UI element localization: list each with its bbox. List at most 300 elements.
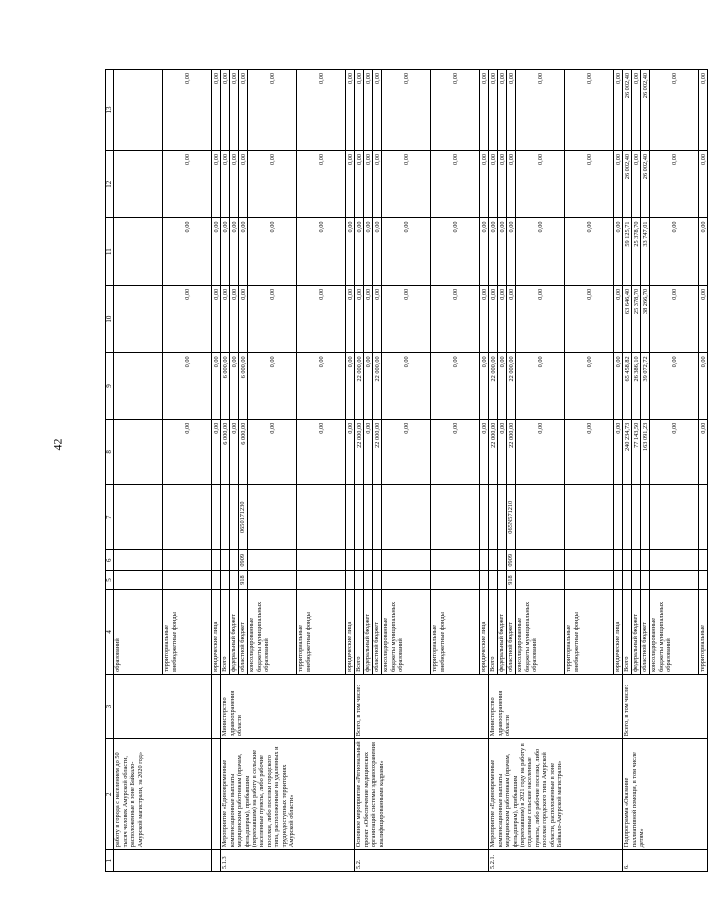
- value-cell: 0,00: [221, 151, 230, 218]
- value-cell: 0,00: [650, 70, 699, 151]
- value-cell: 0,00: [565, 70, 614, 151]
- value-cell: 0,00: [489, 70, 498, 151]
- row-number: [212, 850, 221, 872]
- value-cell: 22 000,00: [373, 419, 382, 484]
- value-cell: [114, 353, 163, 419]
- code-cell: [221, 550, 230, 571]
- table-row: [489, 70, 498, 872]
- measure-name: Мероприятие «Единовременные компенсационные выплаты медицинским работникам (врачам, фельдшерам), прибывшим (переехавшим) в 2021 году на работу в отдаленные сельские населенные пункты, либо рабочие поселки, либо поселки городского типа Амурской области, расположенные в зоне Байкало-Амурской магистрали»: [489, 739, 623, 850]
- value-cell: 0,00: [248, 285, 297, 352]
- value-cell: 0,00: [489, 151, 498, 218]
- code-cell: [364, 485, 373, 550]
- value-cell: 0,00: [507, 218, 516, 285]
- value-cell: 22 000,00: [489, 419, 498, 484]
- value-cell: 22 000,00: [355, 353, 364, 419]
- value-cell: 0,00: [364, 419, 373, 484]
- code-cell: [248, 485, 297, 550]
- value-cell: 33 747,01: [641, 218, 650, 285]
- value-cell: 77 143,50: [632, 419, 641, 484]
- source-label: Всего: [355, 589, 364, 674]
- source-label: федеральный бюджет: [364, 589, 373, 674]
- value-cell: 0,00: [373, 70, 382, 151]
- column-header: 12: [106, 151, 114, 218]
- code-cell: [163, 550, 212, 571]
- value-cell: 0,00: [480, 419, 489, 484]
- value-cell: [114, 285, 163, 352]
- value-cell: 6 000,00: [239, 419, 248, 484]
- value-cell: 0,00: [614, 151, 623, 218]
- value-cell: 0,00: [650, 353, 699, 419]
- source-label: Всего: [221, 589, 230, 674]
- value-cell: 0,00: [364, 285, 373, 352]
- code-cell: [565, 485, 614, 550]
- row-number: 5.1.3: [221, 850, 355, 872]
- value-cell: 0,00: [516, 218, 565, 285]
- code-cell: [632, 550, 641, 571]
- code-cell: [382, 485, 431, 550]
- value-cell: 0,00: [230, 353, 239, 419]
- value-cell: 0,00: [248, 353, 297, 419]
- value-cell: 0,00: [614, 285, 623, 352]
- table-row: [212, 70, 221, 872]
- source-label: федеральный бюджет: [230, 589, 239, 674]
- value-cell: 26 386,10: [632, 353, 641, 419]
- code-cell: [431, 485, 480, 550]
- rzpr-code: 0909: [239, 550, 248, 571]
- value-cell: 22 000,00: [489, 353, 498, 419]
- value-cell: 0,00: [230, 419, 239, 484]
- code-cell: [498, 550, 507, 571]
- value-cell: 0,00: [364, 218, 373, 285]
- code-cell: [641, 571, 650, 590]
- source-label: Всего: [623, 589, 632, 674]
- row-number: [114, 850, 212, 872]
- source-label: территориальные внебюджетные фонды: [431, 589, 480, 674]
- value-cell: [114, 218, 163, 285]
- value-cell: 0,00: [650, 218, 699, 285]
- value-cell: 0,00: [297, 353, 346, 419]
- table-row: [623, 70, 632, 872]
- value-cell: [114, 419, 163, 484]
- value-cell: 0,00: [650, 419, 699, 484]
- code-cell: [364, 571, 373, 590]
- value-cell: 0,00: [230, 285, 239, 352]
- value-cell: 0,00: [382, 285, 431, 352]
- value-cell: 0,00: [431, 419, 480, 484]
- value-cell: 0,00: [614, 218, 623, 285]
- value-cell: 0,00: [239, 70, 248, 151]
- value-cell: 0,00: [221, 70, 230, 151]
- value-cell: 0,00: [498, 151, 507, 218]
- code-cell: [364, 550, 373, 571]
- code-cell: [498, 571, 507, 590]
- source-label: консолидированные бюджеты муниципальных образований: [516, 589, 565, 674]
- code-cell: [632, 485, 641, 550]
- column-header: 10: [106, 285, 114, 352]
- code-cell: [382, 571, 431, 590]
- code-cell: [248, 550, 297, 571]
- value-cell: 0,00: [382, 218, 431, 285]
- value-cell: 0,00: [297, 419, 346, 484]
- value-cell: 0,00: [650, 151, 699, 218]
- value-cell: 0,00: [699, 419, 708, 484]
- value-cell: 0,00: [248, 419, 297, 484]
- value-cell: 0,00: [507, 285, 516, 352]
- value-cell: 163 091,23: [641, 419, 650, 484]
- value-cell: 0,00: [221, 218, 230, 285]
- table-row: [355, 70, 364, 872]
- source-label: областной бюджет: [373, 589, 382, 674]
- value-cell: 0,00: [498, 70, 507, 151]
- value-cell: 0,00: [248, 70, 297, 151]
- value-cell: 0,00: [516, 70, 565, 151]
- executor: Всего, в том числе:: [623, 674, 708, 738]
- value-cell: 0,00: [355, 285, 364, 352]
- value-cell: 0,00: [239, 218, 248, 285]
- grbs-code: 918: [507, 571, 516, 590]
- measure-name: [212, 739, 221, 850]
- value-cell: 0,00: [212, 151, 221, 218]
- value-cell: 0,00: [297, 218, 346, 285]
- code-cell: [516, 485, 565, 550]
- value-cell: 0,00: [346, 70, 355, 151]
- executor: Министерство здравоохранения области: [489, 674, 623, 738]
- code-cell: [163, 485, 212, 550]
- code-cell: [565, 550, 614, 571]
- code-cell: [297, 485, 346, 550]
- row-number: 6.: [623, 850, 708, 872]
- code-cell: [248, 571, 297, 590]
- value-cell: 0,00: [355, 70, 364, 151]
- value-cell: 0,00: [699, 285, 708, 352]
- value-cell: 0,00: [489, 285, 498, 352]
- value-cell: 0,00: [498, 353, 507, 419]
- value-cell: 0,00: [382, 419, 431, 484]
- value-cell: 39 072,72: [641, 353, 650, 419]
- code-cell: [346, 550, 355, 571]
- code-cell: [641, 550, 650, 571]
- value-cell: 0,00: [431, 353, 480, 419]
- source-label: областной бюджет: [507, 589, 516, 674]
- value-cell: [114, 151, 163, 218]
- code-cell: [431, 571, 480, 590]
- code-cell: [221, 571, 230, 590]
- value-cell: 0,00: [516, 151, 565, 218]
- code-cell: [480, 550, 489, 571]
- value-cell: 0,00: [431, 70, 480, 151]
- code-cell: [489, 571, 498, 590]
- code-cell: [373, 550, 382, 571]
- code-cell: [614, 550, 623, 571]
- rzpr-code: 0909: [507, 550, 516, 571]
- value-cell: 22 000,00: [373, 353, 382, 419]
- code-cell: [114, 571, 163, 590]
- measure-name: Подпрограмма «Оказание паллиативной помощи, в том числе детям»: [623, 739, 708, 850]
- value-cell: 240 234,73: [623, 419, 632, 484]
- row-number: 5.2.1.: [489, 850, 623, 872]
- value-cell: 0,00: [699, 353, 708, 419]
- value-cell: 0,00: [297, 285, 346, 352]
- value-cell: 0,00: [480, 218, 489, 285]
- value-cell: 0,00: [507, 151, 516, 218]
- value-cell: 22 000,00: [507, 353, 516, 419]
- value-cell: 0,00: [431, 285, 480, 352]
- executor: Всего, в том числе:: [355, 674, 489, 738]
- code-cell: [221, 485, 230, 550]
- source-label: федеральный бюджет: [498, 589, 507, 674]
- code-cell: [382, 550, 431, 571]
- code-cell: [489, 485, 498, 550]
- value-cell: 0,00: [489, 218, 498, 285]
- source-label: областной бюджет: [641, 589, 650, 674]
- measure-name: Мероприятие «Единовременные компенсационные выплаты медицинским работникам (врачам, фельдшерам), прибывшим (переехавшим) на работу в сельские населенные пункты, либо рабочие поселки, либо поселки городского типа, расположенные на удаленных и труднодоступных территориях Амурской области»: [221, 739, 355, 850]
- value-cell: 25 378,70: [632, 218, 641, 285]
- code-cell: [114, 485, 163, 550]
- source-label: территориальные: [699, 589, 708, 674]
- value-cell: 0,00: [373, 285, 382, 352]
- code-cell: [650, 485, 699, 550]
- header-row: [106, 70, 114, 872]
- value-cell: 38 266,70: [641, 285, 650, 352]
- source-label: областной бюджет: [239, 589, 248, 674]
- value-cell: 6 000,00: [239, 353, 248, 419]
- code-cell: [699, 571, 708, 590]
- value-cell: 0,00: [516, 285, 565, 352]
- code-cell: [297, 550, 346, 571]
- value-cell: 0,00: [480, 353, 489, 419]
- value-cell: 0,00: [163, 151, 212, 218]
- value-cell: 0,00: [346, 151, 355, 218]
- column-header: 4: [106, 589, 114, 674]
- csr-code: 065N571210: [507, 485, 516, 550]
- value-cell: 0,00: [239, 151, 248, 218]
- code-cell: [346, 485, 355, 550]
- code-cell: [114, 550, 163, 571]
- code-cell: [212, 485, 221, 550]
- value-cell: 26 002,40: [623, 151, 632, 218]
- column-header: 5: [106, 571, 114, 590]
- value-cell: 0,00: [221, 285, 230, 352]
- value-cell: 0,00: [507, 70, 516, 151]
- value-cell: 0,00: [382, 353, 431, 419]
- code-cell: [431, 550, 480, 571]
- value-cell: 0,00: [614, 353, 623, 419]
- value-cell: 0,00: [212, 285, 221, 352]
- column-header: 7: [106, 485, 114, 550]
- value-cell: 0,00: [364, 353, 373, 419]
- value-cell: 0,00: [498, 419, 507, 484]
- executor: [114, 674, 212, 738]
- source-label: юридические лица: [212, 589, 221, 674]
- code-cell: [355, 571, 364, 590]
- value-cell: 0,00: [498, 285, 507, 352]
- value-cell: 0,00: [230, 70, 239, 151]
- value-cell: 0,00: [565, 151, 614, 218]
- value-cell: 0,00: [480, 285, 489, 352]
- code-cell: [614, 485, 623, 550]
- measure-name: Основное мероприятие «Региональный проект «Обеспечение медицинских организаций системы здравоохранения квалифицированными кадрами»: [355, 739, 489, 850]
- code-cell: [373, 485, 382, 550]
- code-cell: [163, 571, 212, 590]
- code-cell: [212, 550, 221, 571]
- source-label: консолидированные бюджеты муниципальных образований: [248, 589, 297, 674]
- column-header: 2: [106, 739, 114, 850]
- code-cell: [480, 571, 489, 590]
- executor: [212, 674, 221, 738]
- executor: Министерство здравоохранения области: [221, 674, 355, 738]
- value-cell: 0,00: [212, 218, 221, 285]
- value-cell: 0,00: [431, 218, 480, 285]
- value-cell: 0,00: [346, 353, 355, 419]
- value-cell: 6 000,00: [221, 353, 230, 419]
- value-cell: 0,00: [355, 218, 364, 285]
- budget-table-page: [105, 69, 707, 872]
- value-cell: 0,00: [565, 218, 614, 285]
- code-cell: [699, 485, 708, 550]
- value-cell: 0,00: [516, 419, 565, 484]
- code-cell: [614, 571, 623, 590]
- column-header: 8: [106, 419, 114, 484]
- value-cell: 0,00: [163, 353, 212, 419]
- source-label: Всего: [489, 589, 498, 674]
- source-label: юридические лица: [346, 589, 355, 674]
- source-label: территориальные внебюджетные фонды: [163, 589, 212, 674]
- value-cell: 0,00: [498, 218, 507, 285]
- value-cell: 0,00: [373, 151, 382, 218]
- code-cell: [498, 485, 507, 550]
- code-cell: [355, 485, 364, 550]
- value-cell: 0,00: [230, 151, 239, 218]
- table-row: [221, 70, 230, 872]
- value-cell: 26 002,40: [623, 70, 632, 151]
- column-header: 13: [106, 70, 114, 151]
- measure-name: работу в города с населением до 50 тысяч человек Амурской области, расположенные в зоне Байкало-Амурской магистрали, за 2020 год»: [114, 739, 212, 850]
- grbs-code: 918: [239, 571, 248, 590]
- value-cell: 0,00: [364, 70, 373, 151]
- budget-table: [105, 69, 708, 872]
- value-cell: 0,00: [230, 218, 239, 285]
- value-cell: 0,00: [346, 218, 355, 285]
- value-cell: 0,00: [248, 151, 297, 218]
- code-cell: [355, 550, 364, 571]
- source-label: территориальные внебюджетные фонды: [297, 589, 346, 674]
- code-cell: [516, 550, 565, 571]
- code-cell: [373, 571, 382, 590]
- value-cell: 0,00: [355, 151, 364, 218]
- value-cell: 0,00: [632, 70, 641, 151]
- value-cell: 0,00: [431, 151, 480, 218]
- source-label: юридические лица: [614, 589, 623, 674]
- code-cell: [230, 571, 239, 590]
- value-cell: 0,00: [373, 218, 382, 285]
- value-cell: 0,00: [699, 70, 708, 151]
- code-cell: [650, 550, 699, 571]
- value-cell: 65 458,82: [623, 353, 632, 419]
- value-cell: 0,00: [297, 70, 346, 151]
- value-cell: 0,00: [163, 70, 212, 151]
- source-label: образований: [114, 589, 163, 674]
- value-cell: 0,00: [346, 285, 355, 352]
- code-cell: [623, 485, 632, 550]
- value-cell: 0,00: [239, 285, 248, 352]
- value-cell: 0,00: [650, 285, 699, 352]
- source-label: юридические лица: [480, 589, 489, 674]
- value-cell: 0,00: [699, 218, 708, 285]
- value-cell: 0,00: [346, 419, 355, 484]
- value-cell: 0,00: [163, 419, 212, 484]
- page-number: 42: [50, 438, 65, 451]
- code-cell: [516, 571, 565, 590]
- value-cell: 0,00: [565, 419, 614, 484]
- value-cell: 0,00: [382, 151, 431, 218]
- value-cell: 59 125,71: [623, 218, 632, 285]
- value-cell: 0,00: [565, 285, 614, 352]
- code-cell: [632, 571, 641, 590]
- value-cell: 0,00: [632, 151, 641, 218]
- value-cell: 0,00: [364, 151, 373, 218]
- code-cell: [623, 550, 632, 571]
- value-cell: 0,00: [212, 353, 221, 419]
- value-cell: 0,00: [163, 285, 212, 352]
- code-cell: [650, 571, 699, 590]
- code-cell: [297, 571, 346, 590]
- source-label: территориальные внебюджетные фонды: [565, 589, 614, 674]
- code-cell: [641, 485, 650, 550]
- code-cell: [230, 485, 239, 550]
- value-cell: 0,00: [516, 353, 565, 419]
- value-cell: 0,00: [614, 70, 623, 151]
- value-cell: 0,00: [699, 151, 708, 218]
- table-row: [114, 70, 163, 872]
- value-cell: 0,00: [248, 218, 297, 285]
- value-cell: 0,00: [565, 353, 614, 419]
- value-cell: 0,00: [297, 151, 346, 218]
- code-cell: [565, 571, 614, 590]
- code-cell: [489, 550, 498, 571]
- value-cell: 0,00: [163, 218, 212, 285]
- row-number: 5.2.: [355, 850, 489, 872]
- column-header: 6: [106, 550, 114, 571]
- code-cell: [480, 485, 489, 550]
- value-cell: 0,00: [614, 419, 623, 484]
- value-cell: 25 378,70: [632, 285, 641, 352]
- value-cell: 0,00: [212, 70, 221, 151]
- source-label: федеральный бюджет: [632, 589, 641, 674]
- code-cell: [699, 550, 708, 571]
- value-cell: [114, 70, 163, 151]
- code-cell: [230, 550, 239, 571]
- value-cell: 22 000,00: [507, 419, 516, 484]
- value-cell: 22 000,00: [355, 419, 364, 484]
- code-cell: [212, 571, 221, 590]
- csr-code: 0650171230: [239, 485, 248, 550]
- value-cell: 0,00: [480, 70, 489, 151]
- value-cell: 63 646,40: [623, 285, 632, 352]
- column-header: 1: [106, 850, 114, 872]
- value-cell: 0,00: [382, 70, 431, 151]
- column-header: 11: [106, 218, 114, 285]
- value-cell: 0,00: [212, 419, 221, 484]
- source-label: консолидированные бюджеты муниципальных образований: [650, 589, 699, 674]
- code-cell: [623, 571, 632, 590]
- column-header: 9: [106, 353, 114, 419]
- value-cell: 26 002,40: [641, 70, 650, 151]
- source-label: консолидированные бюджеты муниципальных образований: [382, 589, 431, 674]
- code-cell: [346, 571, 355, 590]
- value-cell: 6 000,00: [221, 419, 230, 484]
- value-cell: 26 002,40: [641, 151, 650, 218]
- value-cell: 0,00: [480, 151, 489, 218]
